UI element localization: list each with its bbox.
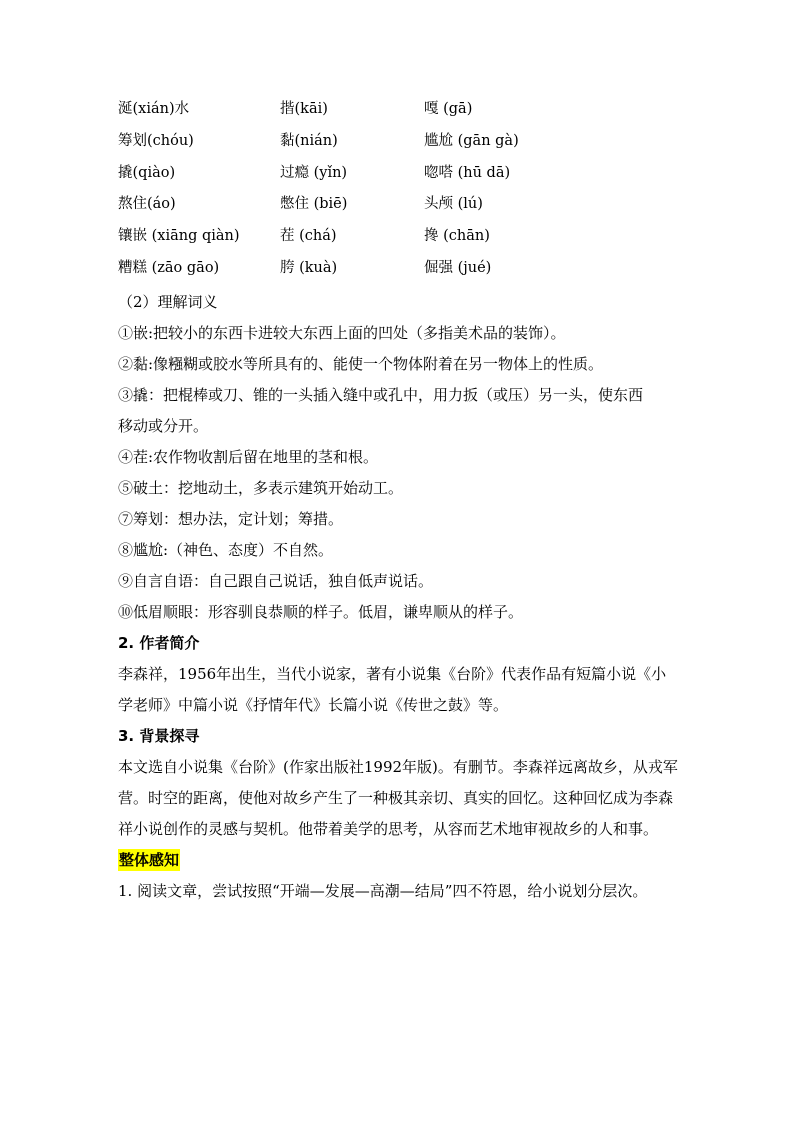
vocab-word: 过瘾 (yǐn) [280,164,348,181]
vocab-word: 嘎 (gā) [424,101,473,117]
background-paragraph: 本文选自小说集《台阶》(作家出版社1992年版)。有删节。李森祥远离故乡，从戎军营。时空的距离，使他对故乡产生了一种极其亲切、真实的回忆。这种回忆成为李森祥小说创作的灵感与契机。他带着美学的思考，从容而艺术地审视故乡的人和事。 [118,757,678,838]
document-page [118,96,678,907]
vocab-word: 尴尬 (gān gà) [424,132,519,149]
vocab-word: 涎(xián)水 [118,101,190,117]
definition-item: ⑧尴尬:（神色、态度）不自然。 [118,540,334,559]
vocab-word: 搀 (chān) [424,228,490,245]
vocab-word: 筹划(chóu) [118,132,194,149]
definition-item: ①嵌:把较小的东西卡进较大东西上面的凹处（多指美术品的装饰）。 [118,323,566,342]
vocab-row [118,128,678,160]
definition-item: ⑦筹划：想办法，定计划；筹措。 [118,509,344,528]
vocab-row [118,191,678,223]
vocab-row [118,160,678,192]
vocab-word: 憋住 (biē) [280,196,348,213]
definition-item: ⑩低眉顺眼：形容驯良恭顺的样子。低眉，谦卑顺从的样子。 [118,602,524,621]
vocab-word: 撬(qiào) [118,164,176,181]
vocab-word: 唿嗒 (hū dā) [424,164,511,181]
definition-item: ④茬:农作物收割后留在地里的茎和根。 [118,447,379,466]
definition-item: ②黏:像糨糊或胶水等所具有的、能使一个物体附着在另一物体上的性质。 [118,354,604,373]
vocab-row [118,255,678,287]
overall-heading [118,845,678,876]
vocab-row [118,223,678,255]
vocab-word: 胯 (kuà) [280,259,338,276]
definition-item: ⑤破土：挖地动土，多表示建筑开始动工。 [118,478,404,497]
vocab-word: 头颅 (lú) [424,196,483,213]
vocab-word: 镶嵌 (xiāng qiàn) [118,228,240,245]
question-paragraph: 1. 阅读文章，尝试按照“开端—发展—高潮—结局”四不符恩，给小说划分层次。 [118,881,648,900]
definition-item: 移动或分开。 [118,416,209,435]
author-heading: 2. 作者简介 [118,633,200,652]
definition-list [118,318,678,628]
vocab-word: 熬住(áo) [118,196,176,213]
background-heading: 3. 背景探寻 [118,726,200,745]
vocab-table [118,96,678,287]
vocab-word: 茬 (chá) [280,228,337,245]
vocab-word: 倔强 (jué) [424,259,492,276]
vocab-word: 黏(nián) [280,132,338,149]
section-subheading: （2）理解词义 [118,292,218,311]
highlighted-heading-text: 整体感知 [119,850,180,869]
vocab-word: 揩(kāi) [280,101,328,117]
definition-item: ③撬：把棍棒或刀、锥的一头插入缝中或孔中，用力扳（或压）另一头，使东西 [118,385,644,404]
author-paragraph: 李森祥，1956年出生，当代小说家，著有小说集《台阶》代表作品有短篇小说《小学老师》中篇小说《抒情年代》长篇小说《传世之鼓》等。 [118,664,667,714]
vocab-row [118,96,678,128]
vocab-word: 糟糕 (zāo gāo) [118,259,220,276]
definition-item: ⑨自言自语：自己跟自己说话，独自低声说话。 [118,571,434,590]
